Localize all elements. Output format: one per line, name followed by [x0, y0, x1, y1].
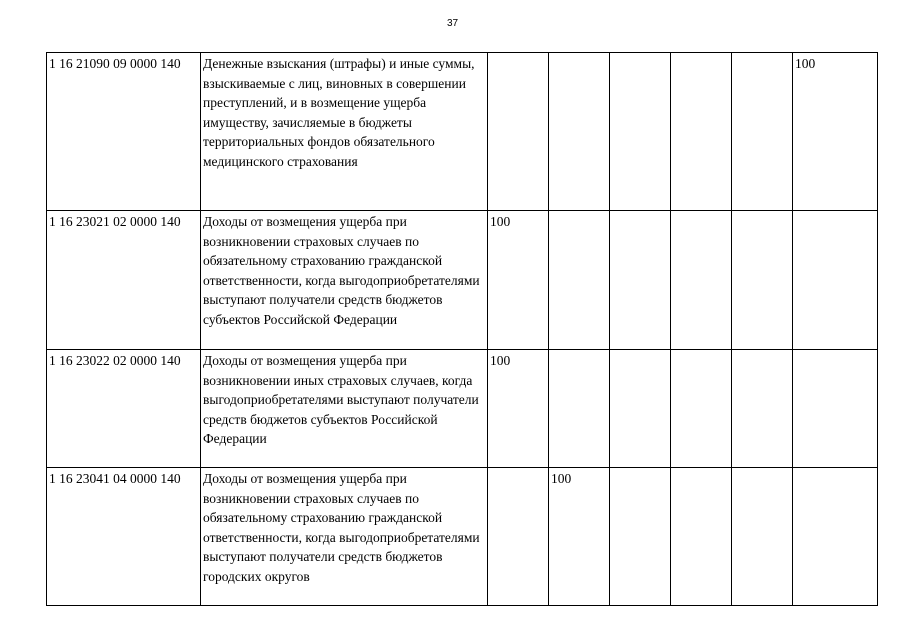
value-cell	[549, 350, 610, 468]
value-cell	[549, 211, 610, 350]
value-cell	[671, 468, 732, 606]
value-cell	[671, 53, 732, 211]
value-cell	[488, 468, 549, 606]
revenue-description-cell: Доходы от возмещения ущерба при возникновении иных страховых случаев, когда выгодоприобретателями выступают получатели средств бюджетов субъектов Российской Федерации	[201, 350, 488, 468]
revenue-description-cell: Доходы от возмещения ущерба при возникновении страховых случаев по обязательному страхованию гражданской ответственности, когда выгодоприобретателями выступают получатели средств бюджетов субъектов Российской Федерации	[201, 211, 488, 350]
table-row	[47, 53, 878, 211]
value-cell	[610, 53, 671, 211]
value-cell: 100	[488, 211, 549, 350]
value-cell	[488, 53, 549, 211]
page-number: 37	[446, 18, 459, 29]
value-cell	[793, 468, 878, 606]
value-cell: 100	[488, 350, 549, 468]
revenue-code-cell: 1 16 23022 02 0000 140	[47, 350, 201, 468]
value-cell	[610, 468, 671, 606]
revenue-code-cell: 1 16 23021 02 0000 140	[47, 211, 201, 350]
value-cell: 100	[793, 53, 878, 211]
table-row	[47, 211, 878, 350]
revenue-code-cell: 1 16 21090 09 0000 140	[47, 53, 201, 211]
value-cell	[732, 468, 793, 606]
value-cell	[732, 211, 793, 350]
value-cell: 100	[549, 468, 610, 606]
revenue-description-cell: Денежные взыскания (штрафы) и иные суммы, взыскиваемые с лиц, виновных в совершении преступлений, и в возмещение ущерба имуществу, зачисляемые в бюджеты территориальных фондов обязательного медицинского страхования	[201, 53, 488, 211]
value-cell	[732, 350, 793, 468]
table-row	[47, 468, 878, 606]
revenue-description-cell: Доходы от возмещения ущерба при возникновении страховых случаев по обязательному страхованию гражданской ответственности, когда выгодоприобретателями выступают получатели средств бюджетов городских округов	[201, 468, 488, 606]
value-cell	[610, 350, 671, 468]
value-cell	[549, 53, 610, 211]
value-cell	[671, 211, 732, 350]
value-cell	[671, 350, 732, 468]
value-cell	[732, 53, 793, 211]
budget-revenue-table	[46, 52, 878, 606]
value-cell	[793, 350, 878, 468]
table-row	[47, 350, 878, 468]
value-cell	[610, 211, 671, 350]
revenue-code-cell: 1 16 23041 04 0000 140	[47, 468, 201, 606]
value-cell	[793, 211, 878, 350]
